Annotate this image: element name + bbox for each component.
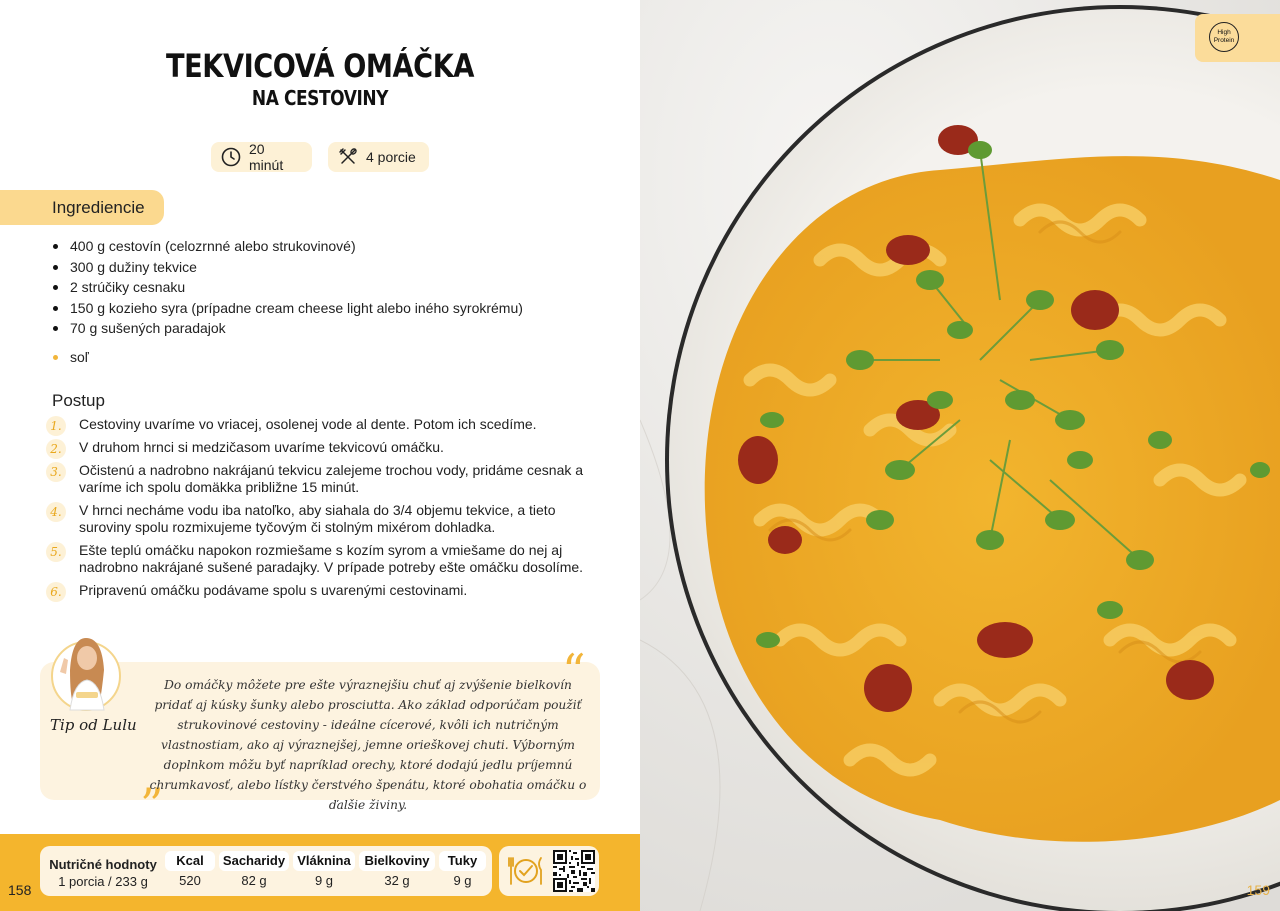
ingredients-list	[52, 236, 523, 367]
step-item	[46, 582, 606, 599]
badge-line2: Protein	[1213, 37, 1235, 44]
step-item	[46, 542, 606, 576]
step-number: 5.	[46, 542, 66, 562]
badge-line1: High	[1217, 29, 1231, 36]
step-number: 6.	[46, 582, 66, 602]
servings-pill	[328, 142, 429, 172]
nutrition-heading	[48, 857, 158, 889]
nutrition-col-fat	[439, 851, 486, 891]
nutrition-col-kcal	[165, 851, 215, 891]
steps-heading: Postup	[52, 391, 105, 410]
nutrition-col-value: 9 g	[314, 873, 334, 888]
step-text: Ešte teplú omáčku napokon rozmiešame s kozím syrom a vmiešame do nej aj nadrobno nakrájané sušené paradajky. V prípade potreby ešte omáčku dosolíme.	[79, 542, 584, 575]
nutrition-col-label: Tuky	[439, 851, 486, 871]
step-number: 2.	[46, 439, 66, 459]
nutrition-col-value: 520	[179, 873, 201, 888]
nutrition-col-value: 9 g	[453, 873, 472, 888]
nutrition-col-carbs	[219, 851, 289, 891]
step-item	[46, 502, 606, 536]
ingredients-heading: Ingrediencie	[0, 190, 164, 225]
title-main: TEKVICOVÁ OMÁČKA	[166, 47, 474, 85]
nutrition-col-label: Kcal	[165, 851, 215, 871]
title-sub: NA CESTOVINY	[251, 86, 389, 110]
time-pill	[211, 142, 312, 172]
nutrition-col-value: 32 g	[384, 873, 410, 888]
step-item	[46, 416, 606, 433]
ingredient-item: 150 g kozieho syra (prípadne cream cheese light alebo iného syrokrému)	[52, 298, 523, 319]
tip-text: Do omáčky môžete pre ešte výraznejšiu chuť aj zvýšenie bielkovín pridať aj kúsky šunky alebo prosciutta. Ako základ odporúčam použiť strukovinové cestoviny - ideálne cícerové, kvôli ich nutričným vlastnostiam, ako aj výraznejšej, jemne orieškovej chuti. Výborným doplnkom môžu byť napríklad orechy, ktoré dodajú jedlu príjemnú chrumkavosť, alebo lístky čerstvého špenátu, ktoré obohatia omáčku o ďalšie živiny.	[149, 678, 587, 812]
nutrition-title: Nutričné hodnoty	[49, 857, 157, 872]
nutrition-col-label: Vláknina	[293, 851, 355, 871]
time-label: 20 minút	[249, 141, 284, 173]
step-text: Pripravenú omáčku podávame spolu s uvarenými cestovinami.	[79, 582, 468, 598]
avatar	[50, 630, 122, 712]
servings-label: 4 porcie	[366, 149, 416, 165]
plate-cutlery-icon	[506, 852, 546, 890]
high-protein-badge-circle	[1209, 22, 1239, 52]
qr-code[interactable]	[553, 850, 595, 892]
step-number: 4.	[46, 502, 66, 522]
step-text: Cestoviny uvaríme vo vriacej, osolenej vode al dente. Potom ich scedíme.	[79, 416, 537, 432]
quote-open-icon: “	[562, 644, 586, 698]
step-text: V hrnci necháme vodu iba natoľko, aby siahala do 3/4 objemu tekvice, a tieto suroviny spolu rozmixujeme tyčovým či stolným mixérom dohladka.	[79, 502, 556, 535]
quote-close-icon: ”	[140, 778, 164, 832]
tip-label: Tip od Lulu	[50, 716, 137, 734]
nutrition-col-label: Sacharidy	[219, 851, 289, 871]
ingredient-item: 70 g sušených paradajok	[52, 318, 523, 339]
fork-spoon-icon	[338, 147, 358, 167]
recipe-title	[0, 48, 640, 110]
step-text: V druhom hrnci si medzičasom uvaríme tekvicovú omáčku.	[79, 439, 444, 455]
step-number: 1.	[46, 416, 66, 436]
nutrition-col-protein	[359, 851, 435, 891]
step-text: Očistenú a nadrobno nakrájanú tekvicu zalejeme trochou vody, pridáme cesnak a varíme ich spolu domäkka približne 15 minút.	[79, 462, 584, 495]
step-item	[46, 462, 606, 496]
pasta-dish-photo	[640, 0, 1280, 911]
nutrition-col-label: Bielkoviny	[359, 851, 435, 871]
ingredient-item: 300 g dužiny tekvice	[52, 257, 523, 278]
steps-list	[46, 416, 606, 605]
nutrition-col-fiber	[293, 851, 355, 891]
step-number: 3.	[46, 462, 66, 482]
right-page	[640, 0, 1280, 911]
nutrition-portion: 1 porcia / 233 g	[58, 874, 148, 889]
ingredient-item: 400 g cestovín (celozrnné alebo strukovinové)	[52, 236, 523, 257]
clock-icon	[221, 147, 241, 167]
ingredient-item: soľ	[52, 347, 523, 368]
page-number-left: 158	[8, 882, 32, 898]
step-item	[46, 439, 606, 456]
high-protein-badge	[1195, 14, 1280, 62]
page-number-right: 159	[1246, 882, 1270, 898]
ingredient-item: 2 strúčiky cesnaku	[52, 277, 523, 298]
nutrition-col-value: 82 g	[241, 873, 267, 888]
